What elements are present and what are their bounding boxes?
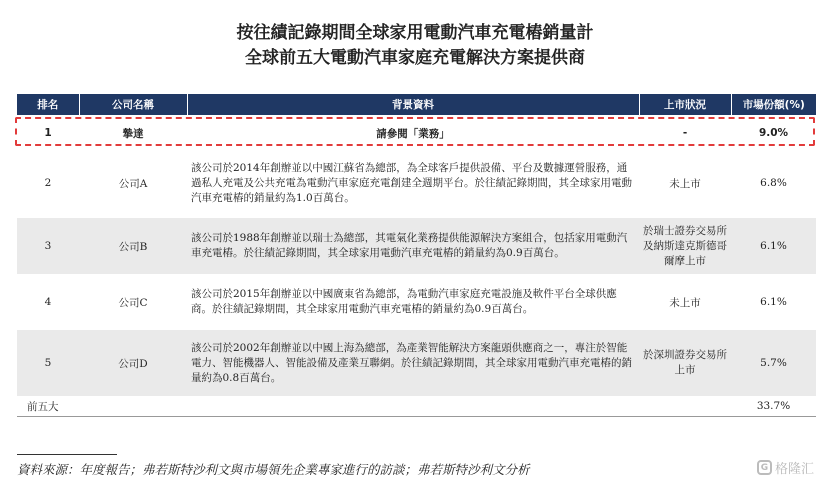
title-line-1: 按往績記錄期間全球家用電動汽車充電樁銷量計 [236,23,594,43]
cell-rank: 3 [17,218,79,274]
table-header-row [17,94,816,115]
logo-icon: G [757,460,772,475]
cell-company: 公司A [79,148,187,218]
cell-share: 6.1% [731,274,816,330]
cell-share: 5.7% [731,330,816,396]
watermark-logo [757,458,814,477]
table-row [17,218,816,274]
cell-company: 摯達 [122,127,144,140]
header-share: 市場份額(%) [731,94,816,115]
footnote-rule [17,454,117,455]
watermark-text: 格隆汇 [774,462,814,477]
cell-share: 6.1% [731,218,816,274]
table-row [17,274,816,330]
table-row [17,330,816,396]
cell-listing: 於瑞士證券交易所及納斯達克斯德哥爾摩上市 [639,218,731,274]
title-line-2: 全球前五大電動汽車家庭充電解決方案提供商 [245,48,585,68]
header-company: 公司名稱 [79,94,187,115]
cell-rank: 1 [44,127,52,139]
header-background: 背景資料 [187,94,639,115]
total-row [17,396,816,417]
cell-share: 6.8% [731,148,816,218]
source-note: 資料來源：年度報告；弗若斯特沙利文與市場領先企業專家進行的訪談；弗若斯特沙利文分析 [17,462,530,477]
cell-background: 該公司於1988年創辦並以瑞士為總部，其電氣化業務提供能源解決方案組合，包括家用電動汽車充電樁。於往績記錄期間，其全球家用電動汽車充電樁的銷量約為0.9百萬台。 [187,218,639,274]
cell-rank: 5 [17,330,79,396]
cell-company: 公司D [79,330,187,396]
cell-share: 9.0% [758,127,789,139]
header-rank: 排名 [17,94,79,115]
cell-background: 該公司於2002年創辦並以中國上海為總部，為產業智能解決方案龍頭供應商之一，專注於智能電力、智能機器人、智能設備及產業互聯網。於往績記錄期間，其全球家用電動汽車充電樁的銷量約為0.8百萬台。 [187,330,639,396]
cell-rank: 4 [17,274,79,330]
cell-background: 請參閱「業務」 [376,127,450,140]
header-listing: 上市狀況 [639,94,731,115]
cell-rank: 2 [17,148,79,218]
ranking-table [17,94,816,417]
cell-background: 該公司於2015年創辦並以中國廣東省為總部，為電動汽車家庭充電設施及軟件平台全球供應商。於往績記錄期間，其全球家用電動汽車充電樁的銷量約為0.9百萬台。 [187,274,639,330]
total-label: 前五大 [17,396,731,417]
table-row [17,118,816,148]
cell-listing: - [682,127,688,139]
cell-company: 公司C [79,274,187,330]
cell-background: 該公司於2014年創辦並以中國江蘇省為總部，為全球客戶提供設備、平台及數據運營服務，通過私人充電及公共充電為電動汽車家庭充電創建全週期平台。於往績記錄期間，其全球家用電動汽車充電樁的銷量約為1.0百萬台。 [187,148,639,218]
cell-listing: 未上市 [639,274,731,330]
cell-listing: 於深圳證券交易所上市 [639,330,731,396]
cell-listing: 未上市 [639,148,731,218]
total-share: 33.7% [731,396,816,417]
table-row [17,148,816,218]
cell-company: 公司B [79,218,187,274]
